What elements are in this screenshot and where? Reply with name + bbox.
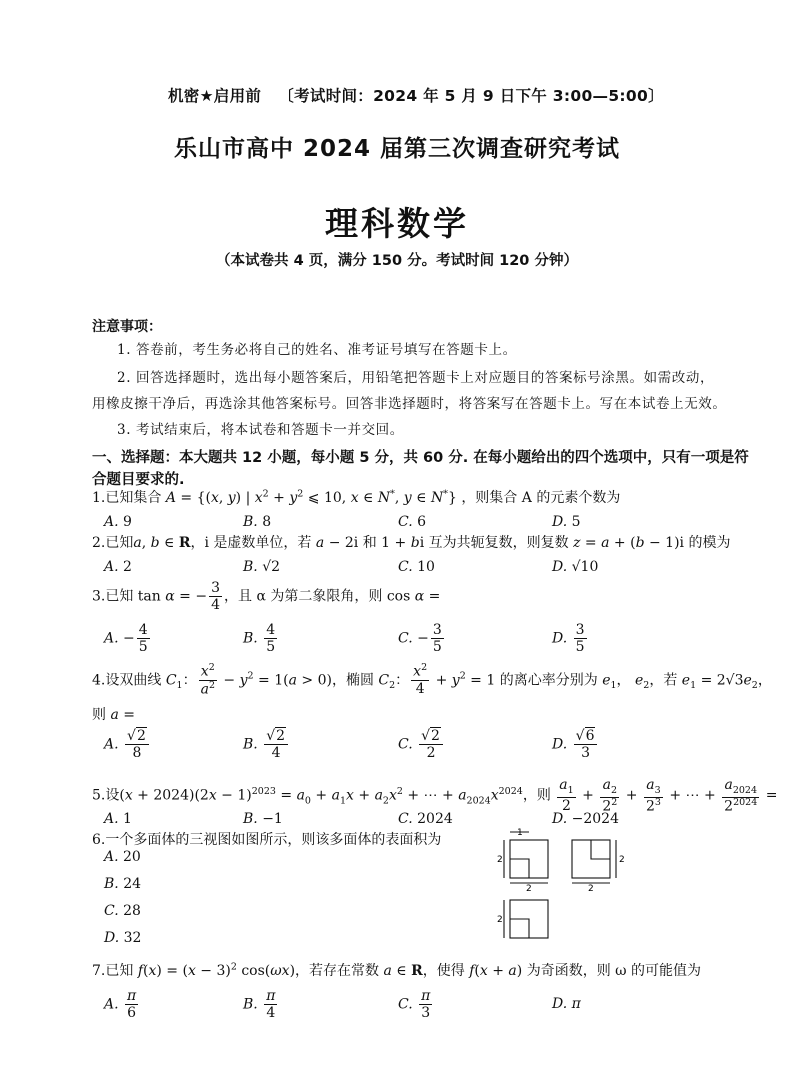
q7-option-b[interactable]: B. $\frac{\pi}{4}$ (243, 988, 276, 1022)
q1-option-c[interactable]: C. 6 (398, 514, 427, 530)
q2-option-b[interactable]: B. √2 (243, 559, 281, 575)
q3-option-a[interactable]: A. − $\frac{4}{5}$ (104, 622, 148, 656)
q4-option-c[interactable]: C. $\frac{√2}{2}$ (398, 728, 445, 761)
q2-option-a[interactable]: A. 2 (104, 559, 132, 575)
notice-item-3: 3. 考试结束后，将本试卷和答题卡一并交回。 (117, 422, 404, 438)
front-view (504, 832, 548, 883)
q5-option-d[interactable]: D. −2024 (552, 811, 619, 827)
q1-option-d[interactable]: D. 5 (552, 514, 581, 530)
dim-top-label: 1 (517, 828, 523, 838)
q7-option-a[interactable]: A. $\frac{\pi}{6}$ (104, 988, 137, 1022)
question-7: 7.已知 $f(x) = (x - 3)^2$ cos(ωx)，若存在常数 a ∈ R，使得 f(x + a) 为奇函数，则 ω 的可能值为 (92, 961, 702, 979)
dim-side-label: 2 (619, 855, 625, 865)
notice-title: 注意事项： (92, 319, 162, 335)
question-6: 6.一个多面体的三视图如图所示，则该多面体的表面积为 (92, 832, 442, 848)
exam-title: 乐山市高中 2024 届第三次调查研究考试 (173, 136, 621, 162)
subject-title: 理科数学 (325, 204, 469, 243)
q4-option-a[interactable]: A. $\frac{√2}{8}$ (104, 728, 151, 761)
dim-left-label: 2 (497, 855, 503, 865)
header-line (168, 84, 664, 106)
side-view (572, 840, 616, 883)
q6-option-d[interactable]: D. 32 (104, 930, 142, 946)
q6-option-c[interactable]: C. 28 (104, 903, 141, 919)
q2-option-d[interactable]: D. √10 (552, 559, 599, 575)
q6-option-b[interactable]: B. 24 (104, 876, 142, 892)
q6-option-a[interactable]: A. 20 (104, 849, 141, 865)
exam-meta: （本试卷共 4 页，满分 150 分。考试时间 120 分钟） (216, 253, 578, 269)
q3-option-b[interactable]: B. $\frac{4}{5}$ (243, 622, 276, 656)
notice-item-2-cont: 用橡皮擦干净后，再选涂其他答案标号。回答非选择题时，将答案写在答题卡上。写在本试卷上无效。 (92, 396, 727, 412)
q5-option-c[interactable]: C. 2024 (398, 811, 453, 827)
q5-option-b[interactable]: B. −1 (243, 811, 283, 827)
dim-side-bottom-label: 2 (588, 884, 594, 894)
q4-option-b[interactable]: B. $\frac{√2}{4}$ (243, 728, 290, 761)
question-5: 5.设$(x + 2024)(2x - 1)^{2023} = a_0 + a_1x + a_2x^2$ + ⋯ + $a_{2024}x^{2024}$，则 $\frac{a_1}{2}$ + $\frac{a_2}{2^2}$ + $\frac{a_3}{2^3}$ + ⋯ + $\frac{a_{2024}}{2^{2024}}$ = (92, 777, 778, 815)
question-1: 1.已知集合 A = {(x, y) | $x^2 + y^2$ ⩽ 10, x ∈ N*, y ∈ N*} ，则集合 A 的元素个数为 (92, 488, 621, 506)
top-view (504, 900, 548, 938)
q4-option-d[interactable]: D. $\frac{√6}{3}$ (552, 728, 599, 761)
question-3: 3.已知 tan α = − $\frac{3}{4}$ ，且 α 为第二象限角，则 cos α = (92, 580, 441, 614)
question-4: 4.设双曲线 $C_1$： $\frac{x^2}{a^2}$ − $y^2 = 1(a > 0)$，椭圆 $C_2$： $\frac{x^2}{4}$ + $y^2 = 1$ 的离心率分别为 $e_1$， $e_2$，若 $e_1 = 2√3e_2$， (92, 662, 772, 698)
question-4-cont: 则 a = (92, 707, 135, 723)
q1-option-a[interactable]: A. 9 (104, 514, 132, 530)
q7-option-c[interactable]: C. $\frac{\pi}{3}$ (398, 988, 431, 1022)
q3-option-c[interactable]: C. − $\frac{3}{5}$ (398, 622, 442, 656)
q2-option-c[interactable]: C. 10 (398, 559, 435, 575)
section-heading-line2: 合题目要求的. (92, 472, 185, 488)
q1-option-b[interactable]: B. 8 (243, 514, 272, 530)
dim-top-view-label: 2 (497, 915, 503, 925)
q3-option-d[interactable]: D. $\frac{3}{5}$ (552, 622, 585, 656)
question-2: 2.已知a, b ∈ R，i 是虚数单位，若 a − 2i 和 1 + bi 互为共轭复数，则复数 z = a + (b − 1)i 的模为 (92, 535, 731, 551)
dim-bottom-label: 2 (526, 884, 532, 894)
exam-time: 〔考试时间：2024 年 5 月 9 日下午 3:00—5:00〕 (278, 87, 664, 105)
q7-option-d[interactable]: D. π (552, 996, 581, 1012)
section-heading-line1: 一、选择题：本大题共 12 小题，每小题 5 分，共 60 分. 在每小题给出的四个选项中，只有一项是符 (92, 450, 749, 466)
notice-item-1: 1. 答卷前，考生务必将自己的姓名、准考证号填写在答题卡上。 (117, 342, 517, 358)
q5-option-a[interactable]: A. 1 (104, 811, 132, 827)
three-view-figure (497, 828, 640, 948)
notice-item-2: 2. 回答选择题时，选出每小题答案后，用铅笔把答题卡上对应题目的答案标号涂黑。如需改动， (117, 370, 715, 386)
confidential-label: 机密★启用前 (168, 87, 262, 105)
